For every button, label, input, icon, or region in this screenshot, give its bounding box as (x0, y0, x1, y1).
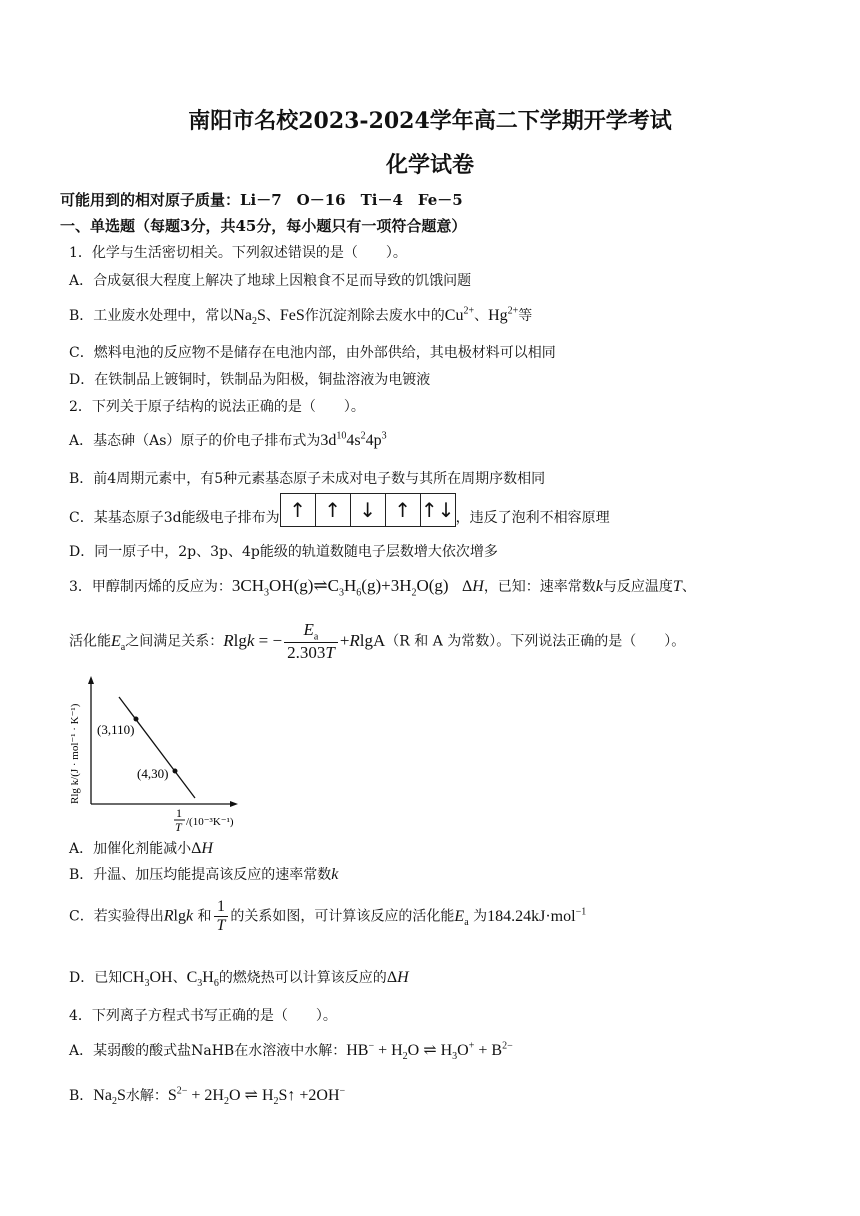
q3-option-d: D．已知$CH_3OH$、$C_3H_6$的燃烧热可以计算该反应的ΔH (69, 969, 409, 990)
atomic-mass-line: 可能用到的相对原子质量：Li－7 O－16 Ti－4 Fe－5 (60, 191, 463, 209)
data-point-1 (134, 717, 139, 722)
q1-option-d: D．在铁制品上镀铜时，铁制品为阳极，铜盐溶液为电镀液 (69, 372, 431, 388)
orbital-box-3: ↓ (350, 493, 385, 527)
orbital-box-2: ↑ (315, 493, 350, 527)
q3-option-a: A．加催化剂能减小ΔH (69, 840, 213, 857)
q3-option-b: B．升温、加压均能提高该反应的速率常数k (69, 866, 339, 883)
orbital-box-4: ↑ (385, 493, 420, 527)
q2-option-d: D．同一原子中，2p、3p、4p能级的轨道数随电子层数增大依次增多 (69, 544, 498, 560)
exam-subtitle: 化学试卷 (385, 152, 474, 178)
data-point-2 (173, 769, 178, 774)
q3-option-c: C．若实验得出Rlgk 和 $\frac{1}{T}$ 的关系如图，可计算该反应的活化能$E_a$ 为184.24kJ·mol$^{-1}$ (69, 898, 587, 934)
q2-option-b: B．前4周期元素中，有5种元素基态原子未成对电子数与其所在周期序数相同 (69, 471, 546, 487)
q1-stem: 1．化学与生活密切相关。下列叙述错误的是（ ）。 (69, 245, 407, 261)
rlgk-vs-inverse-t-graph (64, 676, 264, 838)
q2-option-a: A．基态砷（As）原子的价电子排布式为$3d^{10}4s^24p^3$ (69, 430, 387, 449)
orbital-diagram (280, 493, 456, 527)
exam-title: 南阳市名校2023-2024学年高二下学期开学考试 (188, 108, 672, 134)
section1-heading: 一、单选题（每题3分，共45分，每小题只有一项符合题意） (60, 217, 467, 235)
trend-line (119, 697, 195, 798)
q3-stem: 3．甲醇制丙烯的反应为：$3CH_3OH(g)\rightleftharpoons C_3H_6(g)+3H_2O(g)$ ΔH，已知：速率常数k与反应温度T、 (69, 576, 696, 599)
q1-option-b: B．工业废水处理中，常以$Na_2S$、FeS作沉淀剂除去废水中的$Cu^{2+}$、$Hg^{2+}$等 (69, 305, 533, 328)
x-axis-fraction-num: 1 (176, 806, 182, 820)
orbital-box-1: ↑ (280, 493, 315, 527)
y-axis-label: Rlg k/(J · mol⁻¹ · K⁻¹) (69, 703, 81, 804)
orbital-box-5: ↑↓ (420, 493, 456, 527)
q4-option-a: A．某弱酸的酸式盐NaHB在水溶液中水解：$HB^- + H_2O$ ⇌ $H_3O^+ + B^{2-}$ (69, 1040, 513, 1063)
point2-label: (4,30) (137, 766, 169, 781)
x-axis-unit: /(10⁻³K⁻¹) (186, 816, 234, 828)
q1-option-a: A．合成氨很大程度上解决了地球上因粮食不足而导致的饥饿问题 (69, 273, 472, 289)
q1-option-c: C．燃料电池的反应物不是储存在电池内部，由外部供给，其电极材料可以相同 (69, 345, 556, 361)
x-axis-fraction-den: T (175, 820, 182, 834)
q4-stem: 4．下列离子方程式书写正确的是（ ）。 (69, 1008, 337, 1024)
q3-formula-line: 活化能$E_a$之间满足关系：Rlgk = − $\frac{E_a}{2.303T}$ +RlgA（R 和 A 为常数）。下列说法正确的是（ ）。 (69, 620, 686, 663)
q2-stem: 2．下列关于原子结构的说法正确的是（ ）。 (69, 399, 365, 415)
point1-label: (3,110) (97, 722, 135, 737)
q4-option-b: B．$Na_2S$水解：$S^{2-} + 2H_2O$ ⇌ $H_2S↑ +2OH^-$ (69, 1085, 346, 1108)
q2-option-c: C．某基态原子3d能级电子排布为 ↑ ↑ ↓ ↑ ↑↓，违反了泡利不相容原理 (69, 493, 610, 527)
